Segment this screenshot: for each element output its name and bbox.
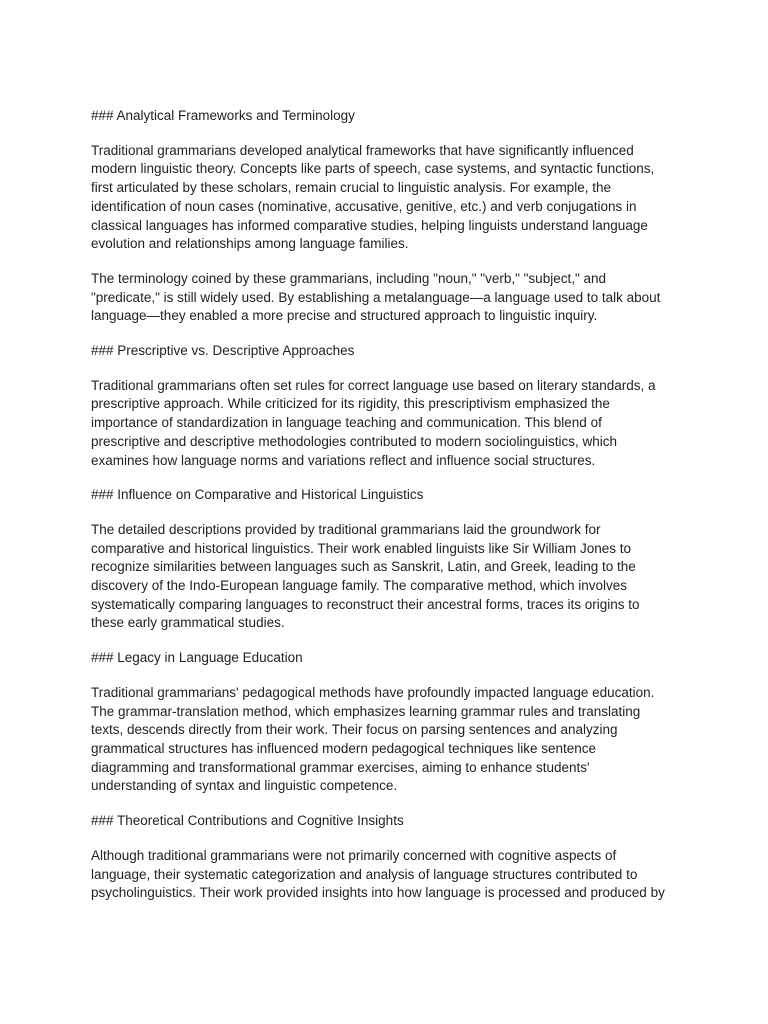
paragraph-line: classical languages has informed comparative studies, helping linguists understand language <box>91 217 648 233</box>
paragraph-line: grammatical structures has influenced modern pedagogical techniques like sentence <box>91 740 597 756</box>
paragraph-line: Traditional grammarians developed analytical frameworks that have significantly influenced <box>91 142 634 158</box>
paragraph-line: understanding of syntax and linguistic competence. <box>91 778 398 794</box>
paragraph-line: prescriptive and descriptive methodologies contributed to modern sociolinguistics, which <box>91 433 618 449</box>
paragraph-line: texts, descends directly from their work. Their focus on parsing sentences and analyzing <box>91 722 618 738</box>
section-heading-block <box>91 107 768 126</box>
section-heading-block <box>91 342 768 361</box>
section-heading: ### Theoretical Contributions and Cognitive Insights <box>91 813 404 829</box>
paragraph-line: language—they enabled a more precise and structured approach to linguistic inquiry. <box>91 308 598 324</box>
paragraph-line: diagramming and transformational grammar exercises, aiming to enhance students' <box>91 759 590 775</box>
paragraph <box>91 142 768 254</box>
paragraph <box>91 377 768 471</box>
section-heading-block <box>91 812 768 831</box>
paragraph-line: The grammar-translation method, which emphasizes learning grammar rules and translating <box>91 703 641 719</box>
paragraph-line: first articulated by these scholars, remain crucial to linguistic analysis. For example, the <box>91 180 611 196</box>
paragraph-line: Although traditional grammarians were not primarily concerned with cognitive aspects of <box>91 847 617 863</box>
paragraph-line: systematically comparing languages to reconstruct their ancestral forms, traces its origins to <box>91 596 640 612</box>
paragraph <box>91 521 768 633</box>
paragraph-line: The detailed descriptions provided by traditional grammarians laid the groundwork for <box>91 521 601 537</box>
paragraph-line: The terminology coined by these grammarians, including "noun," "verb," "subject," and <box>91 270 607 286</box>
paragraph-line: these early grammatical studies. <box>91 615 285 631</box>
section-heading: ### Prescriptive vs. Descriptive Approaches <box>91 343 355 359</box>
paragraph-line: discovery of the Indo-European language family. The comparative method, which involves <box>91 578 628 594</box>
paragraph-line: "predicate," is still widely used. By establishing a metalanguage—a language used to talk about <box>91 289 661 305</box>
paragraph-line: prescriptive approach. While criticized for its rigidity, this prescriptivism emphasized the <box>91 396 610 412</box>
paragraph-line: identification of noun cases (nominative, accusative, genitive, etc.) and verb conjugations in <box>91 198 637 214</box>
section-heading: ### Influence on Comparative and Historical Linguistics <box>91 487 424 503</box>
section-heading-block <box>91 486 768 505</box>
paragraph-line: comparative and historical linguistics. Their work enabled linguists like Sir William Jones to <box>91 540 631 556</box>
paragraph-line: psycholinguistics. Their work provided insights into how language is processed and produced by <box>91 885 665 901</box>
paragraph <box>91 684 768 796</box>
paragraph-line: recognize similarities between languages such as Sanskrit, Latin, and Greek, leading to the <box>91 559 636 575</box>
paragraph-line: importance of standardization in language teaching and communication. This blend of <box>91 415 602 431</box>
section-heading: ### Legacy in Language Education <box>91 650 303 666</box>
paragraph-line: evolution and relationships among language families. <box>91 236 409 252</box>
paragraph-line: Traditional grammarians' pedagogical methods have profoundly impacted language education. <box>91 684 655 700</box>
paragraph <box>91 847 768 903</box>
section-heading: ### Analytical Frameworks and Terminology <box>91 108 355 123</box>
paragraph <box>91 270 768 326</box>
paragraph-line: language, their systematic categorization and analysis of language structures contributed to <box>91 866 638 882</box>
paragraph-line: modern linguistic theory. Concepts like parts of speech, case systems, and syntactic functions, <box>91 161 655 177</box>
paragraph-line: examines how language norms and variations reflect and influence social structures. <box>91 452 596 468</box>
paragraph-line: Traditional grammarians often set rules for correct language use based on literary standards, a <box>91 377 656 393</box>
section-heading-block <box>91 649 768 668</box>
